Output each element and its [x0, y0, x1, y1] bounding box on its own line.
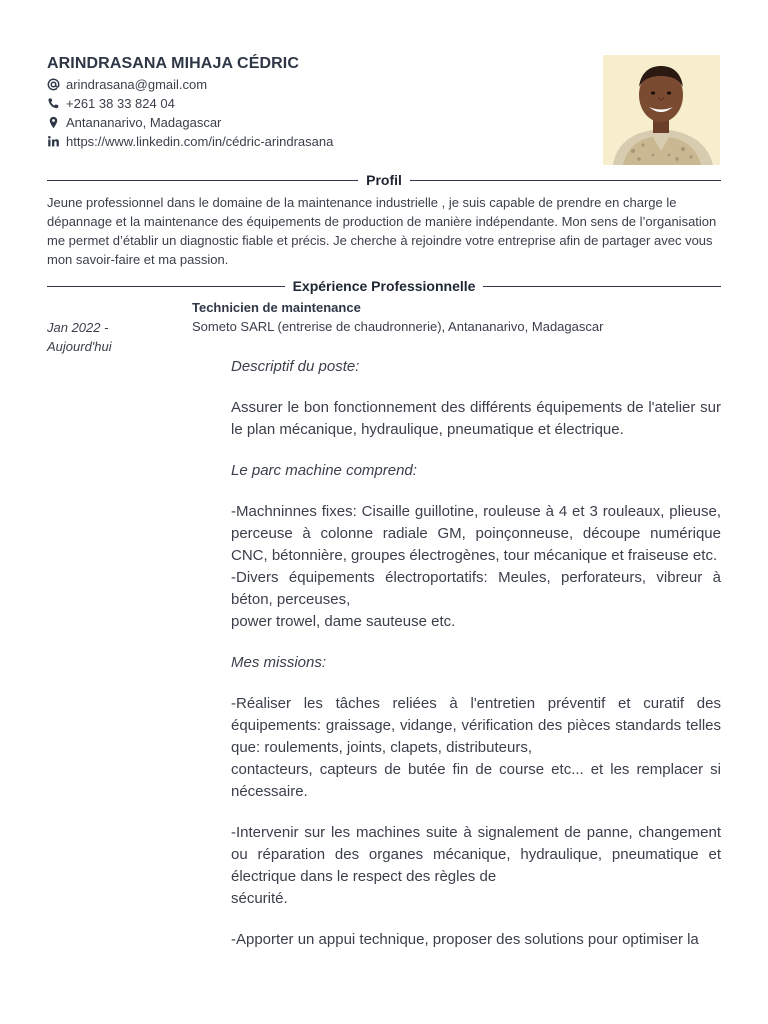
- mission-2: -Intervenir sur les machines suite à signalement de panne, changement ou réparation des organes mécanique, hydraulique, pneumatique et électrique dans le respect des règles de: [231, 824, 721, 885]
- parc-divers: -Divers équipements électroportatifs: Meules, perforateurs, vibreur à béton, perceuses,: [231, 569, 721, 608]
- profile-photo: [603, 55, 720, 165]
- missions-heading: Mes missions:: [231, 654, 327, 671]
- job-dates: [47, 318, 167, 356]
- location-text: Antananarivo, Madagascar: [66, 114, 222, 130]
- location-icon: [47, 116, 60, 129]
- parc-heading: Le parc machine comprend:: [231, 462, 417, 479]
- job-company: Someto SARL (entrerise de chaudronnerie), Antananarivo, Madagascar: [192, 319, 604, 334]
- job-description: [231, 356, 721, 970]
- linkedin-link[interactable]: https://www.linkedin.com/in/cédric-arindrasana: [66, 133, 334, 149]
- phone-text: +261 38 33 824 04: [66, 95, 175, 111]
- contact-phone: [47, 95, 175, 111]
- email-text: arindrasana@gmail.com: [66, 76, 208, 92]
- divider: [47, 180, 358, 181]
- experience-section-header: [47, 278, 721, 294]
- job-title: Technicien de maintenance: [192, 300, 361, 315]
- mission-1: -Réaliser les tâches reliées à l'entretien préventif et curatif des équipements: graissage, vidange, vérification des pièces standards telles que: roulements, joints, clapets, distributeurs,: [231, 695, 721, 756]
- at-icon: [47, 78, 60, 91]
- phone-icon: [47, 97, 60, 110]
- mission-3: -Apporter un appui technique, proposer des solutions pour optimiser la: [231, 931, 699, 948]
- experience-heading: Expérience Professionnelle: [292, 278, 476, 294]
- parc-fixes: -Machninnes fixes: Cisaille guillotine, rouleuse à 4 et 3 rouleaux, plieuse, perceuse à colonne radiale GM, poinçonneuse, découpe numérique CNC, bétonnière, groupes électrogènes, tour mécanique et fraiseuse etc.: [231, 503, 721, 564]
- profile-section-header: [47, 172, 721, 188]
- desc-heading: Descriptif du poste:: [231, 358, 360, 375]
- divider: [47, 286, 285, 287]
- divider: [483, 286, 721, 287]
- job-date-start: Jan 2022 -: [47, 320, 109, 335]
- job-date-end: Aujourd'hui: [47, 339, 112, 354]
- parc-divers-2: power trowel, dame sauteuse etc.: [231, 613, 456, 630]
- desc-intro: Assurer le bon fonctionnement des différents équipements de l'atelier sur le plan mécanique, hydraulique, pneumatique et électrique.: [231, 399, 721, 438]
- mission-1b: contacteurs, capteurs de butée fin de course etc... et les remplacer si nécessaire.: [231, 761, 721, 800]
- contact-location: [47, 114, 221, 130]
- profile-heading: Profil: [366, 172, 402, 188]
- mission-2b: sécurité.: [231, 890, 288, 907]
- contact-linkedin[interactable]: [47, 133, 333, 149]
- contact-email: [47, 76, 207, 92]
- linkedin-icon: [47, 135, 60, 148]
- profile-summary: Jeune professionnel dans le domaine de la maintenance industrielle , je suis capable de prendre en charge le dépannage et la maintenance des équipements de production de manière indépendante. Mon sens de l’organisation me permet d’établir un diagnostic fiable et précis. Je cherche à rejoindre votre entreprise afin de partager avec vous mon savoir-faire et ma passion.: [47, 195, 717, 267]
- divider: [410, 180, 721, 181]
- candidate-name: ARINDRASANA MIHAJA CÉDRIC: [47, 55, 299, 72]
